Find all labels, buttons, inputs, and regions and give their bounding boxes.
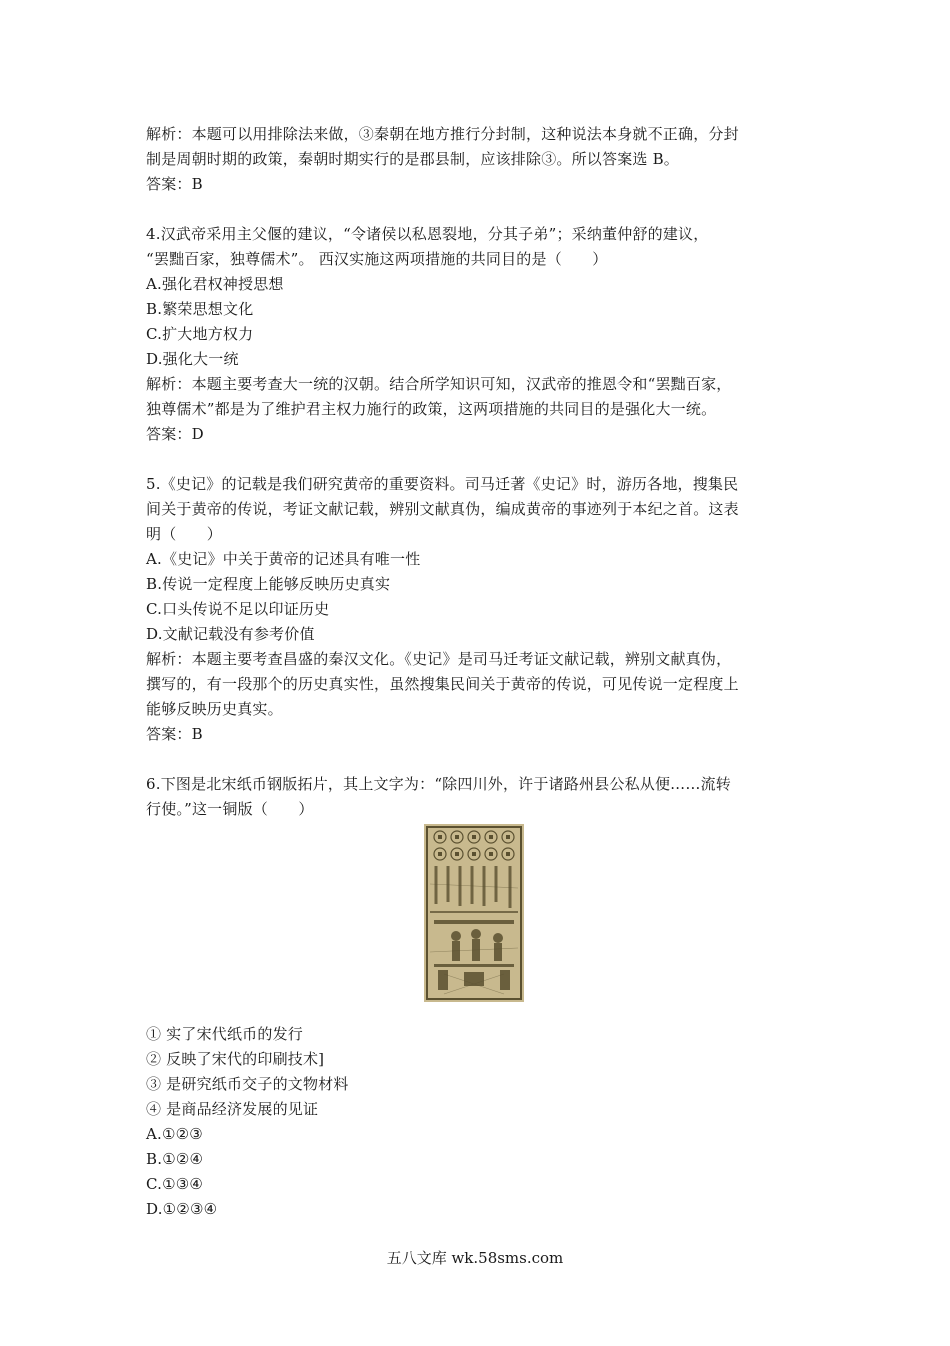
- q4-option-d: D.强化大一统: [146, 350, 239, 368]
- q4-option-c: C.扩大地方权力: [146, 325, 254, 343]
- q5-stem-line-1: 5.《史记》的记载是我们研究黄帝的重要资料。司马迁著《史记》时，游历各地，搜集民: [146, 475, 739, 493]
- q4-option-a: A.强化君权神授思想: [146, 275, 284, 293]
- q6-statement-2: ② 反映了宋代的印刷技术]: [146, 1050, 325, 1068]
- banknote-plate-rubbing-figure: [146, 824, 808, 1014]
- q5-option-b: B.传说一定程度上能够反映历史真实: [146, 575, 391, 593]
- q6-statement-4: ④ 是商品经济发展的见证: [146, 1100, 319, 1118]
- q5-analysis-line-2: 撰写的，有一段那个的历史真实性，虽然搜集民间关于黄帝的传说，可见传说一定程度上: [146, 675, 739, 693]
- banknote-plate-rubbing-image: [424, 824, 524, 1002]
- q6-option-a: A.①②③: [146, 1125, 203, 1143]
- footer-watermark: 五八文库 wk.58sms.com: [386, 1249, 564, 1267]
- document-body: [146, 122, 808, 1222]
- q5-answer: 答案：B: [146, 725, 203, 743]
- q4-stem-line-2: “罢黜百家，独尊儒术”。 西汉实施这两项措施的共同目的是（ ）: [146, 250, 608, 268]
- q4-analysis-line-1: 解析：本题主要考查大一统的汉朝。结合所学知识可知，汉武帝的推恩令和“罢黜百家，: [146, 375, 732, 393]
- q5-option-c: C.口头传说不足以印证历史: [146, 600, 330, 618]
- q3-analysis-line-1: 解析：本题可以用排除法来做，③秦朝在地方推行分封制，这种说法本身就不正确，分封: [146, 125, 739, 143]
- q5-stem-line-3: 明（ ）: [146, 525, 223, 543]
- q6-stem-line-1: 6.下图是北宋纸币钢版拓片，其上文字为：“除四川外，许于诸路州县公私从便……流转: [146, 775, 731, 793]
- q3-answer: 答案：B: [146, 175, 203, 193]
- q6-option-d: D.①②③④: [146, 1200, 218, 1218]
- q5-option-a: A.《史记》中关于黄帝的记述具有唯一性: [146, 550, 421, 568]
- q6-option-b: B.①②④: [146, 1150, 204, 1168]
- q4-stem-line-1: 4.汉武帝采用主父偃的建议，“令诸侯以私恩裂地，分其子弟”；采纳董仲舒的建议，: [146, 225, 709, 243]
- q6-option-c: C.①③④: [146, 1175, 204, 1193]
- q5-analysis-line-1: 解析：本题主要考查昌盛的秦汉文化。《史记》是司马迁考证文献记载，辨别文献真伪，: [146, 650, 732, 668]
- q5-analysis-line-3: 能够反映历史真实。: [146, 700, 283, 718]
- q6-stem-line-2: 行使。”这一铜版（ ）: [146, 800, 314, 818]
- q6-statement-1: ① 实了宋代纸币的发行: [146, 1025, 303, 1043]
- q5-option-d: D.文献记载没有参考价值: [146, 625, 315, 643]
- q4-analysis-line-2: 独尊儒术”都是为了维护君主权力施行的政策，这两项措施的共同目的是强化大一统。: [146, 400, 717, 418]
- q4-answer: 答案：D: [146, 425, 204, 443]
- q5-stem-line-2: 间关于黄帝的传说，考证文献记载，辨别文献真伪，编成黄帝的事迹列于本纪之首。这表: [146, 500, 739, 518]
- q6-statement-3: ③ 是研究纸币交子的文物材料: [146, 1075, 349, 1093]
- q4-option-b: B.繁荣思想文化: [146, 300, 254, 318]
- q3-analysis-line-2: 制是周朝时期的政策，秦朝时期实行的是郡县制，应该排除③。所以答案选 B。: [146, 150, 679, 168]
